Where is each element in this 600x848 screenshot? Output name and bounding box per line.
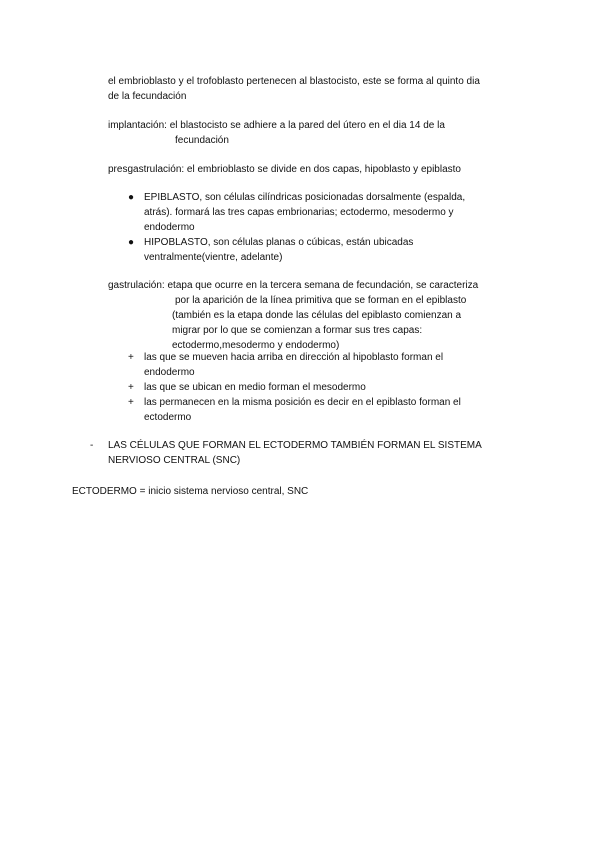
text-line: (también es la etapa donde las células del epiblasto comienzan a [172, 310, 462, 321]
text-line: las que se ubican en medio forman el mesodermo [144, 382, 366, 393]
bullet-marker: ● [128, 237, 135, 248]
text-line: fecundación [175, 135, 229, 146]
text-line: endodermo [144, 222, 195, 233]
dash-marker: - [90, 440, 94, 451]
text-line: las permanecen en la misma posición es decir en el epiblasto forman el [144, 397, 461, 408]
text-line: las que se mueven hacia arriba en dirección al hipoblasto forman el [144, 352, 444, 363]
plus-marker: + [128, 382, 134, 393]
text-line: endodermo [144, 367, 195, 378]
text-line: migrar por lo que se comienzan a formar sus tres capas: [172, 325, 423, 336]
text-line: el embrioblasto y el trofoblasto pertenecen al blastocisto, este se forma al quinto dia [108, 76, 480, 87]
text-line: atrás). formará las tres capas embrionarias; ectodermo, mesodermo y [144, 207, 454, 218]
plus-marker: + [128, 397, 134, 408]
text-line: LAS CÉLULAS QUE FORMAN EL ECTODERMO TAMBIÉN FORMAN EL SISTEMA [108, 440, 482, 451]
plus-list-capas [128, 350, 528, 425]
text-line: ventralmente(vientre, adelante) [144, 252, 283, 263]
text-line: HIPOBLASTO, son células planas o cúbicas, están ubicadas [144, 237, 414, 248]
paragraph-blastocisto [108, 74, 548, 104]
text-line: NERVIOSO CENTRAL (SNC) [108, 455, 241, 466]
bullet-marker: ● [128, 192, 135, 203]
paragraph-implantacion [108, 118, 548, 148]
text-line: implantación: el blastocisto se adhiere a la pared del útero en el dia 14 de la [108, 120, 445, 131]
list-item [128, 350, 528, 380]
paragraph-presgastrulacion [108, 162, 548, 177]
list-item [128, 380, 528, 395]
text-line: de la fecundación [108, 91, 187, 102]
plus-marker: + [128, 352, 134, 363]
dash-item-snc [90, 438, 550, 468]
text-line: EPIBLASTO, son células cilíndricas posicionadas dorsalmente (espalda, [144, 192, 466, 203]
text-line: ectodermo,mesodermo y endodermo) [172, 340, 340, 351]
list-item [128, 395, 528, 425]
list-item [128, 235, 528, 265]
text-line: por la aparición de la línea primitiva que se forman en el epiblasto [175, 295, 467, 306]
text-line: presgastrulación: el embrioblasto se divide en dos capas, hipoblasto y epiblasto [108, 164, 461, 175]
text-line: ECTODERMO = inicio sistema nervioso central, SNC [72, 486, 309, 497]
paragraph-ectodermo-snc [72, 484, 532, 499]
text-line: ectodermo [144, 412, 192, 423]
list-item [128, 190, 528, 235]
list-item [90, 438, 550, 468]
bullet-list-capas [128, 190, 528, 265]
paragraph-gastrulacion [108, 278, 548, 353]
text-line: gastrulación: etapa que ocurre en la tercera semana de fecundación, se caracteriza [108, 280, 479, 291]
